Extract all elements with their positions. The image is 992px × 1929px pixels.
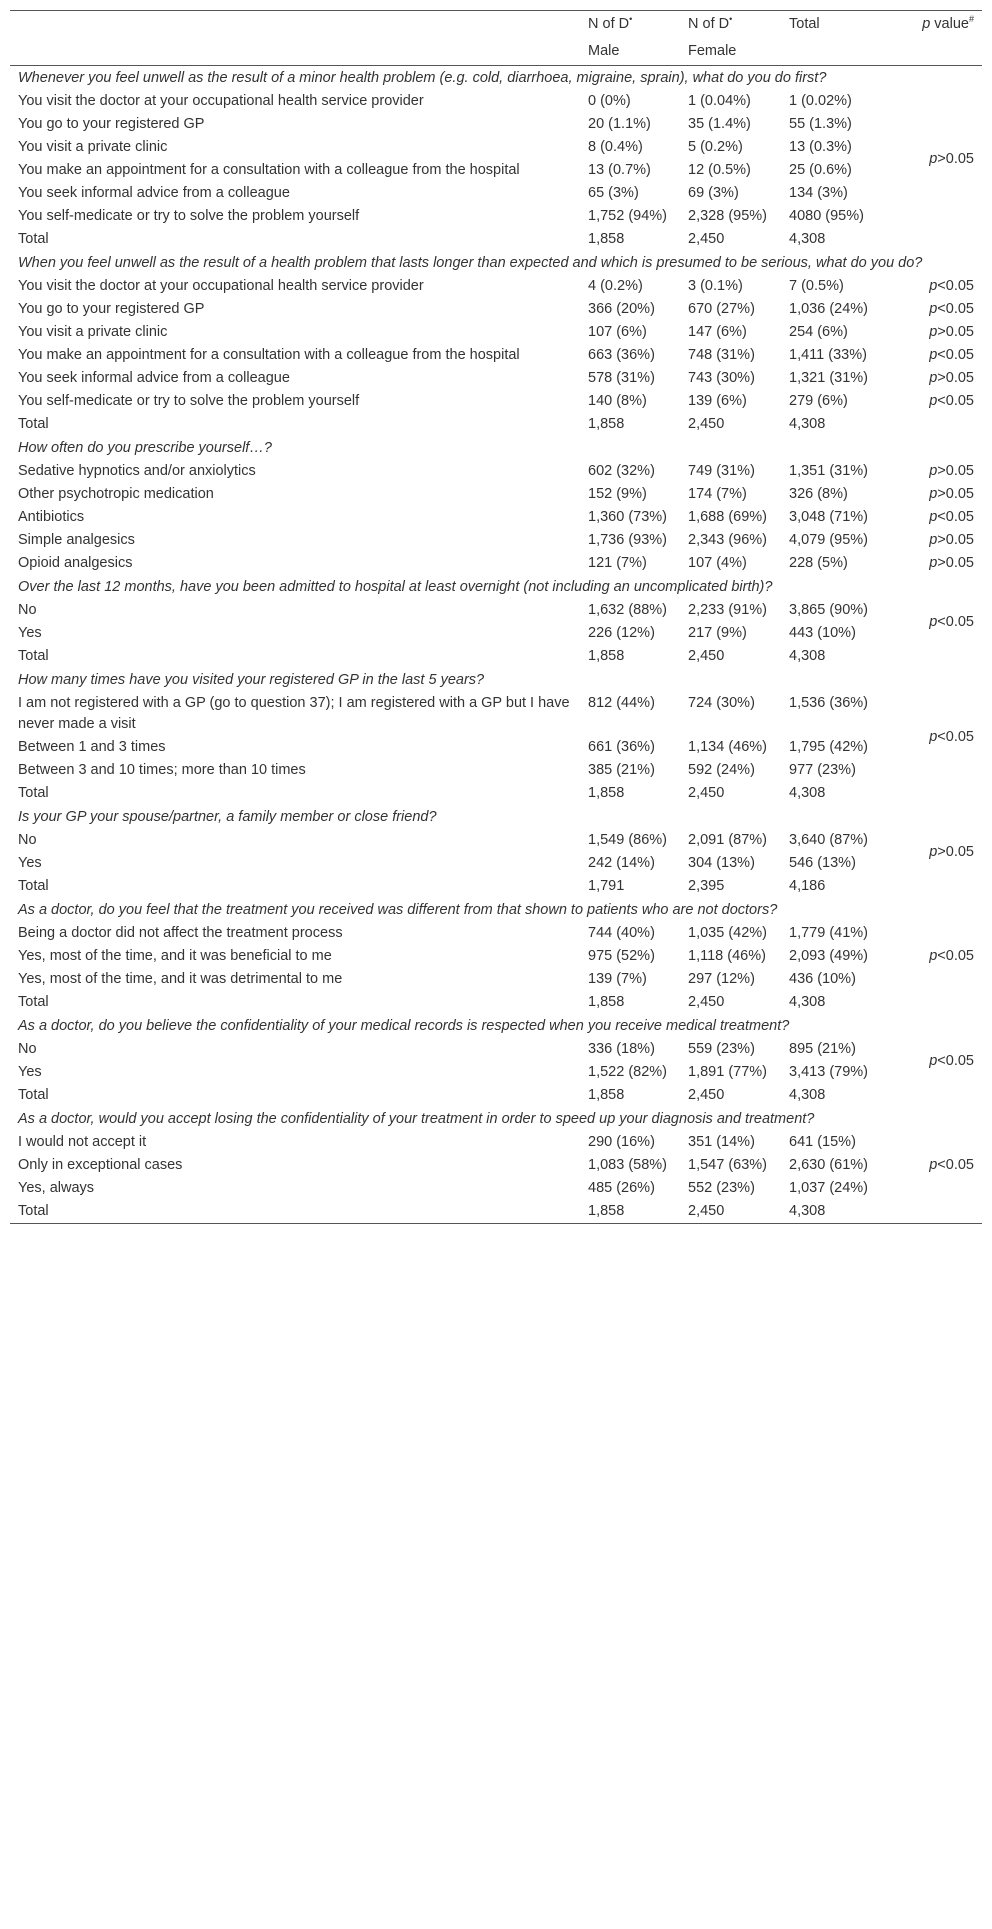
total-row <box>10 228 982 251</box>
table-row <box>10 275 982 298</box>
row-label: Simple analgesics <box>18 532 135 548</box>
row-label: Total <box>18 416 49 432</box>
cell-female: 748 (31%) <box>688 347 755 363</box>
cell-male: 121 (7%) <box>588 555 647 571</box>
cell-p-value: p>0.05 <box>929 843 974 860</box>
table-row <box>10 298 982 321</box>
cell-total: 443 (10%) <box>789 625 856 641</box>
row-label: Being a doctor did not affect the treatment process <box>18 925 343 941</box>
cell-female: 559 (23%) <box>688 1041 755 1057</box>
cell-p-value: p<0.05 <box>929 347 974 363</box>
cell-male: 385 (21%) <box>588 762 655 778</box>
question-row <box>10 805 982 829</box>
cell-male: 290 (16%) <box>588 1134 655 1150</box>
row-label: Yes, most of the time, and it was beneficial to me <box>18 948 332 964</box>
cell-male: 4 (0.2%) <box>588 278 643 294</box>
cell-male: 1,858 <box>588 1087 625 1103</box>
cell-male: 602 (32%) <box>588 463 655 479</box>
table-row <box>10 344 982 367</box>
cell-female: 1,035 (42%) <box>688 925 767 941</box>
table-row <box>10 829 982 852</box>
cell-male: 366 (20%) <box>588 301 655 317</box>
header-blank-4 <box>882 38 982 66</box>
cell-female: 351 (14%) <box>688 1134 755 1150</box>
row-label: No <box>18 832 37 848</box>
table-row <box>10 922 982 945</box>
cell-p-value <box>882 228 982 251</box>
cell-total: 2,093 (49%) <box>789 948 868 964</box>
row-label: Opioid analgesics <box>18 555 133 571</box>
header-female: Female <box>680 38 781 66</box>
header-male: Male <box>580 38 680 66</box>
cell-female: 69 (3%) <box>688 185 739 201</box>
cell-male: 1,858 <box>588 231 625 247</box>
cell-male: 242 (14%) <box>588 855 655 871</box>
table-row <box>10 367 982 390</box>
row-label: No <box>18 1041 37 1057</box>
row-label: Only in exceptional cases <box>18 1157 183 1173</box>
row-label: You go to your registered GP <box>18 301 205 317</box>
row-label: You go to your registered GP <box>18 116 205 132</box>
table-row <box>10 182 982 205</box>
table-row <box>10 852 982 875</box>
male-footnote-mark: • <box>629 14 633 25</box>
row-label: Antibiotics <box>18 509 85 525</box>
cell-p-value: p<0.05 <box>929 393 974 409</box>
row-label: You visit a private clinic <box>18 139 168 155</box>
cell-total: 7 (0.5%) <box>789 278 844 294</box>
table-row <box>10 736 982 759</box>
row-label: You visit the doctor at your occupational health service provider <box>18 278 424 294</box>
cell-female: 2,450 <box>688 648 725 664</box>
cell-total: 134 (3%) <box>789 185 848 201</box>
header-blank-3 <box>781 38 882 66</box>
cell-p-value: p>0.05 <box>929 150 974 167</box>
question-text: Whenever you feel unwell as the result of a minor health problem (e.g. cold, diarrhoea, migraine, sprain), what do you do first? <box>18 70 827 86</box>
question-row <box>10 251 982 275</box>
cell-female: 1,547 (63%) <box>688 1157 767 1173</box>
cell-total: 546 (13%) <box>789 855 856 871</box>
cell-female: 724 (30%) <box>688 695 755 711</box>
total-row <box>10 991 982 1014</box>
table-row <box>10 113 982 136</box>
cell-p-value: p<0.05 <box>929 509 974 525</box>
row-label: You make an appointment for a consultation with a colleague from the hospital <box>18 347 520 363</box>
total-row <box>10 645 982 668</box>
cell-p-value: p<0.05 <box>929 1052 974 1069</box>
cell-female: 2,450 <box>688 231 725 247</box>
table-row <box>10 506 982 529</box>
cell-male: 107 (6%) <box>588 324 647 340</box>
cell-male: 8 (0.4%) <box>588 139 643 155</box>
cell-female: 5 (0.2%) <box>688 139 743 155</box>
cell-male: 1,791 <box>588 878 625 894</box>
header-male-top: N of D• <box>580 11 680 39</box>
total-row <box>10 875 982 898</box>
table-body <box>10 66 982 1224</box>
cell-female: 2,395 <box>688 878 725 894</box>
question-row <box>10 668 982 692</box>
row-label: Yes <box>18 625 42 641</box>
cell-male: 226 (12%) <box>588 625 655 641</box>
cell-total: 2,630 (61%) <box>789 1157 868 1173</box>
cell-p-value: p<0.05 <box>929 278 974 294</box>
cell-total: 1,779 (41%) <box>789 925 868 941</box>
cell-p-value <box>882 645 982 668</box>
cell-female: 1,688 (69%) <box>688 509 767 525</box>
cell-female: 304 (13%) <box>688 855 755 871</box>
row-label: You visit a private clinic <box>18 324 168 340</box>
table-row <box>10 483 982 506</box>
cell-male: 20 (1.1%) <box>588 116 651 132</box>
cell-male: 336 (18%) <box>588 1041 655 1057</box>
question-text: How many times have you visited your registered GP in the last 5 years? <box>18 672 485 688</box>
cell-female: 3 (0.1%) <box>688 278 743 294</box>
cell-total: 1,351 (31%) <box>789 463 868 479</box>
cell-male: 65 (3%) <box>588 185 639 201</box>
p-footnote-mark: # <box>968 14 974 25</box>
cell-total: 3,865 (90%) <box>789 602 868 618</box>
table-wrapper <box>10 10 982 1224</box>
cell-female: 2,450 <box>680 1200 781 1224</box>
row-label: Between 3 and 10 times; more than 10 times <box>18 762 306 778</box>
cell-female: 139 (6%) <box>688 393 747 409</box>
total-row <box>10 1084 982 1107</box>
header-total: Total <box>781 11 882 39</box>
cell-female: 743 (30%) <box>688 370 755 386</box>
question-text: As a doctor, would you accept losing the confidentiality of your treatment in order to speed up your diagnosis and treatment? <box>18 1111 815 1127</box>
table-row <box>10 1038 982 1061</box>
table-row <box>10 599 982 622</box>
cell-female: 592 (24%) <box>688 762 755 778</box>
question-row <box>10 575 982 599</box>
cell-total: 1 (0.02%) <box>789 93 852 109</box>
table-header <box>10 11 982 66</box>
cell-total: 3,048 (71%) <box>789 509 868 525</box>
cell-female: 107 (4%) <box>688 555 747 571</box>
row-label: I would not accept it <box>18 1134 147 1150</box>
table-row <box>10 692 982 736</box>
cell-total: 279 (6%) <box>789 393 848 409</box>
cell-p-value: p<0.05 <box>929 1157 974 1173</box>
table-row <box>10 390 982 413</box>
cell-p-value: p>0.05 <box>929 463 974 479</box>
cell-total: 254 (6%) <box>789 324 848 340</box>
table-row <box>10 1061 982 1084</box>
cell-female: 2,450 <box>688 416 725 432</box>
cell-p-value: p<0.05 <box>929 613 974 630</box>
row-label: You self-medicate or try to solve the problem yourself <box>18 208 360 224</box>
table-row <box>10 759 982 782</box>
cell-p-value <box>882 413 982 436</box>
cell-female: 174 (7%) <box>688 486 747 502</box>
row-label: Total <box>18 994 49 1010</box>
cell-male: 1,858 <box>588 994 625 1010</box>
cell-p-value: p>0.05 <box>929 555 974 571</box>
table-row <box>10 90 982 113</box>
cell-male: 661 (36%) <box>588 739 655 755</box>
cell-male: 1,522 (82%) <box>588 1064 667 1080</box>
cell-p-value: p>0.05 <box>929 324 974 340</box>
row-label: Other psychotropic medication <box>18 486 214 502</box>
cell-total: 1,536 (36%) <box>789 695 868 711</box>
cell-male: 485 (26%) <box>588 1180 655 1196</box>
cell-female: 2,450 <box>688 994 725 1010</box>
cell-male: 975 (52%) <box>588 948 655 964</box>
row-label: You seek informal advice from a colleague <box>18 185 290 201</box>
cell-female: 147 (6%) <box>688 324 747 340</box>
cell-total: 4,308 <box>789 231 826 247</box>
cell-male: 1,083 (58%) <box>588 1157 667 1173</box>
row-label: You make an appointment for a consultation with a colleague from the hospital <box>18 162 520 178</box>
cell-male: 152 (9%) <box>588 486 647 502</box>
total-row <box>10 413 982 436</box>
row-label: Total <box>18 878 49 894</box>
row-label: Sedative hypnotics and/or anxiolytics <box>18 463 256 479</box>
table-row <box>10 1131 982 1154</box>
cell-total: 4,308 <box>789 648 826 664</box>
cell-total: 1,036 (24%) <box>789 301 868 317</box>
table-row <box>10 529 982 552</box>
cell-female: 552 (23%) <box>688 1180 755 1196</box>
question-text: How often do you prescribe yourself…? <box>18 440 272 456</box>
question-row <box>10 436 982 460</box>
cell-male: 663 (36%) <box>588 347 655 363</box>
cell-male: 1,632 (88%) <box>588 602 667 618</box>
row-label: Total <box>18 648 49 664</box>
cell-p-value <box>882 1200 982 1224</box>
question-text: As a doctor, do you feel that the treatment you received was different from that shown to patients who are not doctors? <box>18 902 778 918</box>
cell-female: 749 (31%) <box>688 463 755 479</box>
cell-total: 977 (23%) <box>789 762 856 778</box>
cell-female: 2,233 (91%) <box>688 602 767 618</box>
cell-female: 217 (9%) <box>688 625 747 641</box>
row-label: Yes <box>18 855 42 871</box>
row-label: You self-medicate or try to solve the problem yourself <box>18 393 360 409</box>
cell-p-value: p<0.05 <box>929 728 974 745</box>
cell-total: 4,308 <box>789 994 826 1010</box>
cell-male: 0 (0%) <box>588 93 631 109</box>
total-row <box>10 782 982 805</box>
cell-female: 1,891 (77%) <box>688 1064 767 1080</box>
row-label: Yes, most of the time, and it was detrimental to me <box>18 971 343 987</box>
table-row <box>10 321 982 344</box>
table-row <box>10 205 982 228</box>
cell-female: 2,328 (95%) <box>688 208 767 224</box>
cell-male: 1,858 <box>588 785 625 801</box>
header-blank-2 <box>10 38 580 66</box>
table-row <box>10 159 982 182</box>
table-row <box>10 552 982 575</box>
cell-total: 1,411 (33%) <box>789 347 867 363</box>
cell-male: 1,858 <box>588 416 625 432</box>
cell-male: 744 (40%) <box>588 925 655 941</box>
cell-male: 140 (8%) <box>588 393 647 409</box>
question-text: Over the last 12 months, have you been admitted to hospital at least overnight (not including an uncomplicated birth)? <box>18 579 773 595</box>
cell-male: 812 (44%) <box>588 695 655 711</box>
row-label: I am not registered with a GP (go to question 37); I am registered with a GP but I have never made a visit <box>18 695 570 732</box>
row-label: Total <box>18 785 49 801</box>
cell-total: 228 (5%) <box>789 555 848 571</box>
table-row <box>10 1177 982 1200</box>
cell-total: 1,321 (31%) <box>789 370 868 386</box>
cell-total: 3,413 (79%) <box>789 1064 868 1080</box>
table-row <box>10 136 982 159</box>
row-label: Total <box>18 1087 49 1103</box>
survey-results-table <box>10 10 982 1224</box>
cell-total: 4080 (95%) <box>789 208 864 224</box>
cell-male: 139 (7%) <box>588 971 647 987</box>
table-row <box>10 460 982 483</box>
cell-female: 297 (12%) <box>688 971 755 987</box>
table-row <box>10 1154 982 1177</box>
cell-total: 25 (0.6%) <box>789 162 852 178</box>
cell-p-value: p>0.05 <box>929 370 974 386</box>
cell-male: 1,549 (86%) <box>588 832 667 848</box>
cell-female: 1,118 (46%) <box>688 948 766 964</box>
row-label: Yes <box>18 1064 42 1080</box>
row-label: No <box>18 602 37 618</box>
header-p-value: p value# <box>882 11 982 39</box>
question-row <box>10 66 982 91</box>
cell-female: 2,450 <box>688 1087 725 1103</box>
question-text: When you feel unwell as the result of a health problem that lasts longer than expected and which is presumed to be serious, what do you do? <box>18 255 923 271</box>
cell-p-value: p>0.05 <box>929 486 974 502</box>
cell-female: 35 (1.4%) <box>688 116 751 132</box>
cell-male: 1,752 (94%) <box>588 208 667 224</box>
cell-p-value: p<0.05 <box>929 948 974 964</box>
table-row <box>10 945 982 968</box>
female-footnote-mark: • <box>729 14 733 25</box>
cell-total: 4,186 <box>789 878 826 894</box>
cell-female: 2,091 (87%) <box>688 832 767 848</box>
cell-male: 1,736 (93%) <box>588 532 667 548</box>
cell-male: 1,858 <box>580 1200 680 1224</box>
cell-female: 1 (0.04%) <box>688 93 751 109</box>
question-row <box>10 898 982 922</box>
cell-p-value <box>882 1084 982 1107</box>
cell-total: 895 (21%) <box>789 1041 856 1057</box>
header-blank <box>10 11 580 39</box>
cell-p-value: p>0.05 <box>929 532 974 548</box>
row-label: You seek informal advice from a colleague <box>18 370 290 386</box>
table-row <box>10 622 982 645</box>
cell-male: 1,858 <box>588 648 625 664</box>
cell-p-value <box>882 782 982 805</box>
question-text: As a doctor, do you believe the confidentiality of your medical records is respected when you receive medical treatment? <box>18 1018 790 1034</box>
cell-p-value: p<0.05 <box>929 301 974 317</box>
cell-total: 436 (10%) <box>789 971 856 987</box>
row-label: Total <box>18 231 49 247</box>
cell-male: 578 (31%) <box>588 370 655 386</box>
cell-p-value <box>882 875 982 898</box>
question-row <box>10 1107 982 1131</box>
row-label: Yes, always <box>18 1180 95 1196</box>
cell-total: 1,795 (42%) <box>789 739 868 755</box>
cell-total: 1,037 (24%) <box>789 1180 868 1196</box>
cell-total: 4,079 (95%) <box>789 532 868 548</box>
cell-female: 2,343 (96%) <box>688 532 767 548</box>
cell-total: 4,308 <box>789 1087 826 1103</box>
cell-female: 2,450 <box>688 785 725 801</box>
cell-female: 670 (27%) <box>688 301 755 317</box>
table-row <box>10 968 982 991</box>
row-label: You visit the doctor at your occupational health service provider <box>18 93 424 109</box>
cell-male: 1,360 (73%) <box>588 509 667 525</box>
question-row <box>10 1014 982 1038</box>
cell-total: 4,308 <box>789 785 826 801</box>
cell-total: 326 (8%) <box>789 486 848 502</box>
row-label: Between 1 and 3 times <box>18 739 166 755</box>
cell-total: 4,308 <box>781 1200 882 1224</box>
question-text: Is your GP your spouse/partner, a family member or close friend? <box>18 809 437 825</box>
cell-female: 12 (0.5%) <box>688 162 751 178</box>
cell-total: 4,308 <box>789 416 826 432</box>
cell-p-value <box>882 991 982 1014</box>
row-label: Total <box>10 1200 580 1224</box>
cell-total: 55 (1.3%) <box>789 116 852 132</box>
cell-total: 13 (0.3%) <box>789 139 852 155</box>
cell-total: 641 (15%) <box>789 1134 856 1150</box>
cell-total: 3,640 (87%) <box>789 832 868 848</box>
total-row <box>10 1200 982 1224</box>
cell-female: 1,134 (46%) <box>688 739 767 755</box>
header-female-top: N of D• <box>680 11 781 39</box>
cell-male: 13 (0.7%) <box>588 162 651 178</box>
